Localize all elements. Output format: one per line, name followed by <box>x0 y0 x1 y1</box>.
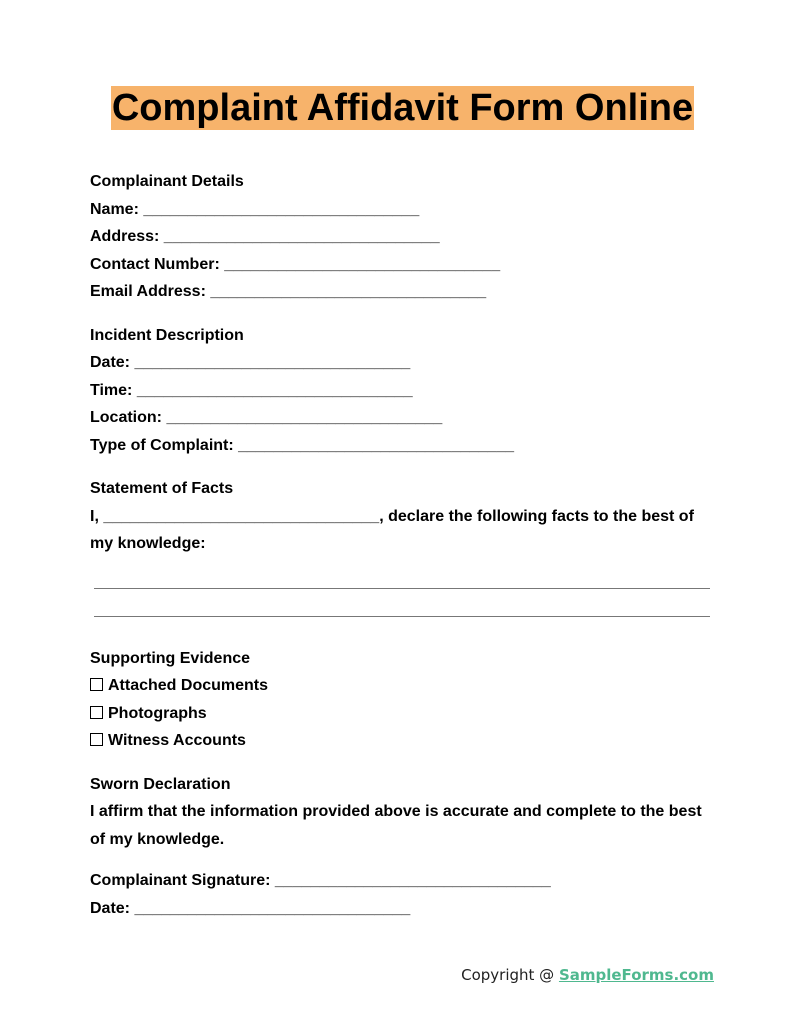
checkbox-icon[interactable] <box>90 678 103 691</box>
signature-section <box>90 867 715 922</box>
signature-field[interactable]: Complainant Signature: _______________________________ <box>90 872 551 889</box>
section-heading: Supporting Evidence <box>90 649 251 667</box>
checkbox-icon[interactable] <box>90 733 103 746</box>
statement-line[interactable] <box>94 589 710 617</box>
declaration-text: I affirm that the information provided above is accurate and complete to the best of my knowledge. <box>90 803 702 848</box>
signature-date-field[interactable]: Date: _______________________________ <box>90 899 411 917</box>
section-heading: Statement of Facts <box>90 480 234 497</box>
evidence-item-photographs[interactable]: Photographs <box>90 700 715 728</box>
brand-link[interactable]: SampleForms.com <box>558 966 714 984</box>
section-heading: Complainant Details <box>90 173 244 190</box>
checkbox-icon[interactable] <box>90 706 103 719</box>
evidence-section <box>90 645 715 755</box>
incident-section <box>90 322 715 460</box>
name-field[interactable]: Name: _______________________________ <box>90 200 420 218</box>
email-address-field[interactable]: Email Address: _______________________________ <box>90 283 487 300</box>
statement-text[interactable]: I, _______________________________, declare the following facts to the best of my knowledge: <box>90 507 694 552</box>
complainant-section <box>90 168 715 306</box>
form-document <box>90 168 715 922</box>
statement-section <box>90 475 715 617</box>
evidence-item-documents[interactable]: Attached Documents <box>90 672 715 700</box>
page-title: Complaint Affidavit Form Online <box>111 87 694 129</box>
statement-line[interactable] <box>94 561 710 589</box>
address-field[interactable]: Address: _______________________________ <box>90 228 440 245</box>
section-heading: Incident Description <box>90 326 244 344</box>
declaration-section <box>90 771 715 854</box>
location-field[interactable]: Location: _______________________________ <box>90 409 443 426</box>
complaint-type-field[interactable]: Type of Complaint: _______________________________ <box>90 436 514 454</box>
evidence-item-witness[interactable]: Witness Accounts <box>90 727 715 755</box>
copyright-footer: Copyright @ SampleForms.com <box>461 966 714 984</box>
contact-number-field[interactable]: Contact Number: _______________________________ <box>90 255 501 273</box>
title-wrap <box>0 86 805 130</box>
section-heading: Sworn Declaration <box>90 775 231 793</box>
incident-date-field[interactable]: Date: _______________________________ <box>90 354 411 371</box>
incident-time-field[interactable]: Time: _______________________________ <box>90 381 413 399</box>
